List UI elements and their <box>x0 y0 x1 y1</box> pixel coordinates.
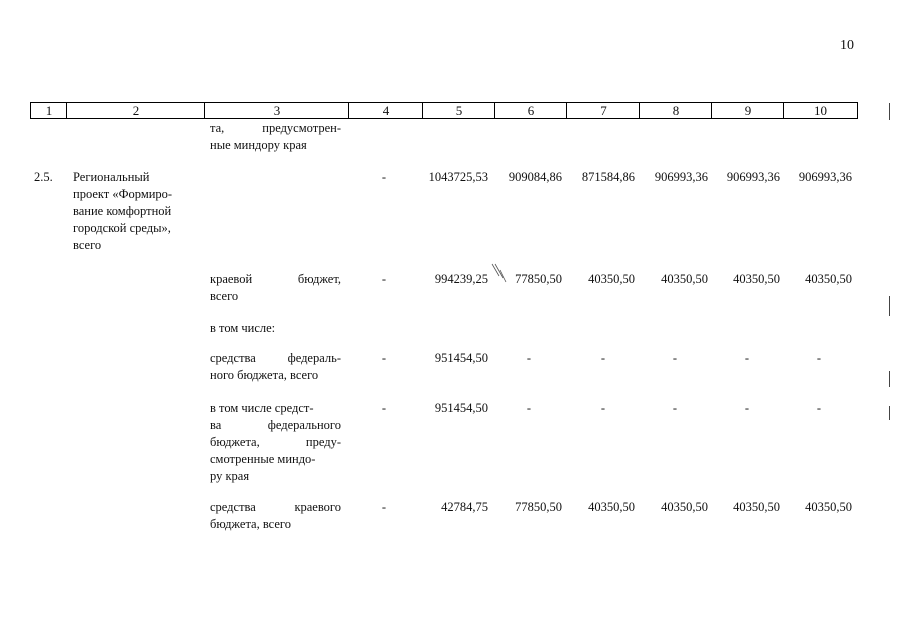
section-value-col7: 871584,86 <box>581 170 635 184</box>
row-label-line: бюджета, всего <box>210 517 291 531</box>
continuation-word: предусмотрен- <box>262 121 341 135</box>
row-value-col9: - <box>744 401 750 415</box>
row-value-col10: - <box>816 401 822 415</box>
pen-mark <box>490 262 508 284</box>
row-value-col5: 951454,50 <box>434 401 488 415</box>
row-value-col8: 40350,50 <box>661 272 708 286</box>
margin-mark <box>889 296 890 316</box>
section-title-line: всего <box>73 238 102 252</box>
row-label-line <box>210 417 341 434</box>
section-title-line: Региональный <box>73 170 150 184</box>
section-title-line: городской среды», <box>73 221 171 235</box>
header-col-8: 8 <box>639 102 712 119</box>
row-col4: - <box>381 401 387 415</box>
row-label-word: краевой <box>210 272 253 286</box>
section-value-col5: 1043725,53 <box>428 170 488 184</box>
row-label-word: бюджет, <box>297 272 341 286</box>
section-value-col10: 906993,36 <box>798 170 852 184</box>
row-label-word: ва <box>210 418 222 432</box>
row-label-line: ного бюджета, всего <box>210 368 319 382</box>
continuation-word: та, <box>210 121 225 135</box>
row-label-word: федерального <box>267 418 341 432</box>
row-value-col6: 77850,50 <box>515 272 562 286</box>
row-col4: - <box>381 500 387 514</box>
row-label-line: всего <box>210 289 239 303</box>
row-value-col6: - <box>526 351 532 365</box>
row-value-col10: 40350,50 <box>805 272 852 286</box>
row-col4: - <box>381 351 387 365</box>
header-col-6: 6 <box>494 102 567 119</box>
header-col-3: 3 <box>204 102 349 119</box>
row-label-word: федераль- <box>287 351 341 365</box>
section-title <box>73 169 203 254</box>
margin-mark <box>889 103 890 120</box>
row-value-col7: - <box>600 351 606 365</box>
section-value-col6: 909084,86 <box>508 170 562 184</box>
row-value-col9: - <box>744 351 750 365</box>
section-number: 2.5. <box>34 170 53 184</box>
row-value-col8: 40350,50 <box>661 500 708 514</box>
section-col4: - <box>381 170 387 184</box>
row-value-col5: 42784,75 <box>441 500 488 514</box>
row-value-col6: - <box>526 401 532 415</box>
row-value-col8: - <box>672 351 678 365</box>
header-col-10: 10 <box>783 102 858 119</box>
row-value-col9: 40350,50 <box>733 500 780 514</box>
header-col-5: 5 <box>422 102 495 119</box>
row-value-col5: 951454,50 <box>434 351 488 365</box>
continuation-line-1 <box>210 120 341 137</box>
header-col-4: 4 <box>348 102 423 119</box>
row-col4: - <box>381 272 387 286</box>
row-value-col9: 40350,50 <box>733 272 780 286</box>
row-label-word: средства <box>210 351 256 365</box>
header-col-2: 2 <box>66 102 205 119</box>
row-value-col10: 40350,50 <box>805 500 852 514</box>
row-value-col5: 994239,25 <box>434 272 488 286</box>
row-label-line <box>210 499 341 516</box>
section-value-col9: 906993,36 <box>726 170 780 184</box>
table-header-row <box>30 102 857 119</box>
header-col-1: 1 <box>30 102 67 119</box>
row-label-line <box>210 350 341 367</box>
header-col-9: 9 <box>711 102 784 119</box>
row-label-line: в том числе средст- <box>210 401 314 415</box>
section-title-line: проект «Формиро- <box>73 187 173 201</box>
row-value-col7: 40350,50 <box>588 272 635 286</box>
row-label-word: бюджета, <box>210 435 260 449</box>
row-value-col8: - <box>672 401 678 415</box>
row-value-col7: 40350,50 <box>588 500 635 514</box>
margin-mark <box>889 371 890 387</box>
page-number: 10 <box>840 38 854 53</box>
row-label-line: смотренные миндо- <box>210 452 316 466</box>
section-title-line: вание комфортной <box>73 204 172 218</box>
row-label-line <box>210 434 341 451</box>
continuation-line-2: ные миндору края <box>210 138 307 152</box>
row-label-line <box>210 271 341 288</box>
row-label-word: преду- <box>305 435 341 449</box>
row-label-word: краевого <box>294 500 341 514</box>
row-label-line: в том числе: <box>210 321 276 335</box>
section-value-col8: 906993,36 <box>654 170 708 184</box>
row-value-col6: 77850,50 <box>515 500 562 514</box>
row-value-col10: - <box>816 351 822 365</box>
row-label-line: ру края <box>210 469 250 483</box>
header-col-7: 7 <box>566 102 640 119</box>
margin-mark <box>889 406 890 420</box>
row-value-col7: - <box>600 401 606 415</box>
row-label-word: средства <box>210 500 256 514</box>
